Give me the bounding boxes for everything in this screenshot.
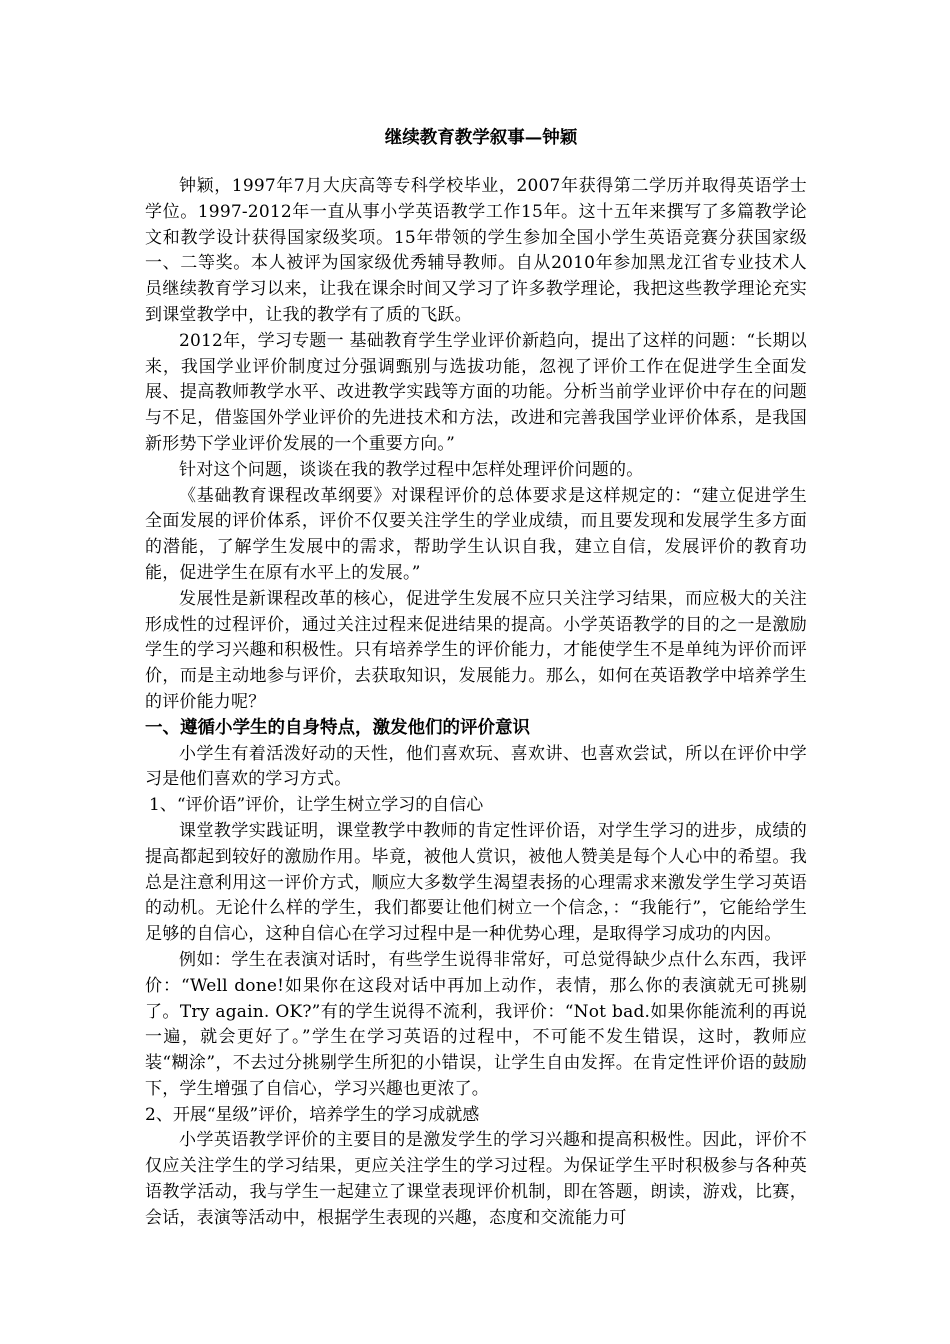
paragraph-1-1b: 例如：学生在表演对话时，有些学生说得非常好，可总觉得缺少点什么东西，我评价：“Well done!如果你在这段对话中再加上动作，表情，那么你的表演就无可挑剔了。Try again. OK?”有的学生说得不流利，我评价：“Not bad.如果你能流利的再说一遍，就会更好了。”学生在学习英语的过程中，不可能不发生错误，这时，教师应装“糊涂”，不去过分挑剔学生所犯的小错误，让学生自由发挥。在肯定性评价语的鼓励下，学生增强了自信心，学习兴趣也更浓了。 [145, 949, 807, 1099]
paragraph-intro: 钟颖，1997年7月大庆高等专科学校毕业，2007年获得第二学历并取得英语学士学位。1997-2012年一直从事小学英语教学工作15年。这十五年来撰写了多篇教学论文和教学设计获得国家级奖项。15年带领的学生参加全国小学生英语竞赛分获国家级一、二等奖。本人被评为国家级优秀辅导教师。自从2010年参加黑龙江省专业技术人员继续教育学习以来，让我在课余时间又学习了许多教学理论，我把这些教学理论充实到课堂教学中，让我的教学有了质的飞跃。 [145, 176, 807, 325]
subheading-1-1: 1、“评价语”评价，让学生树立学习的自信心 [149, 795, 484, 816]
paragraph-curriculum: 《基础教育课程改革纲要》对课程评价的总体要求是这样规定的：“建立促进学生全面发展的评价体系，评价不仅要关注学生的学业成绩，而且要发现和发展学生多方面的潜能，了解学生发展中的需求，帮助学生认识自我，建立自信，发展评价的教育功能，促进学生在原有水平上的发展。” [145, 485, 807, 583]
paragraph-section-1: 小学生有着活泼好动的天性，他们喜欢玩、喜欢讲、也喜欢尝试，所以在评价中学习是他们喜欢的学习方式。 [145, 743, 807, 790]
paragraph-topic: 2012年，学习专题一 基础教育学生学业评价新趋向，提出了这样的问题：“长期以来，我国学业评价制度过分强调甄别与选拔功能，忽视了评价工作在促进学生全面发展、提高教师教学水平、改进教学实践等方面的功能。分析当前学业评价中存在的问题与不足，借鉴国外学业评价的先进技术和方法，改进和完善我国学业评价体系，是我国新形势下学业评价发展的一个重要方向。” [145, 330, 807, 454]
paragraph-question: 针对这个问题，谈谈在我的教学过程中怎样处理评价问题的。 [179, 459, 644, 480]
paragraph-development: 发展性是新课程改革的核心，促进学生发展不应只关注学习结果，而应极大的关注形成性的过程评价，通过关注过程来促进结果的提高。小学英语教学的目的之一是激励学生的学习兴趣和积极性。只有培养学生的评价能力，才能使学生不是单纯为评价而评价，而是主动地参与评价，去获取知识，发展能力。那么，如何在英语教学中培养学生的评价能力呢？ [145, 588, 807, 712]
document-page [145, 124, 807, 1232]
subheading-1-2: 2、开展“星级”评价，培养学生的学习成就感 [145, 1104, 480, 1125]
section-heading-1: 一、遵循小学生的自身特点，激发他们的评价意识 [145, 717, 530, 738]
paragraph-1-1a: 课堂教学实践证明，课堂教学中教师的肯定性评价语，对学生学习的进步，成绩的提高都起到较好的激励作用。毕竟，被他人赏识，被他人赞美是每个人心中的希望。我总是注意利用这一评价方式，顺应大多数学生渴望表扬的心理需求来激发学生学习英语的动机。无论什么样的学生，我们都要让他们树立一个信念，：“我能行”，它能给学生足够的自信心，这种自信心在学习过程中是一种优势心理，是取得学习成功的内因。 [145, 820, 807, 945]
paragraph-1-2a: 小学英语教学评价的主要目的是激发学生的学习兴趣和提高积极性。因此，评价不仅应关注学生的学习结果，更应关注学生的学习过程。为保证学生平时积极参与各种英语教学活动，我与学生一起建立了课堂表现评价机制，即在答题，朗读，游戏，比赛，会话，表演等活动中，根据学生表现的兴趣，态度和交流能力可 [145, 1130, 807, 1228]
document-title: 继续教育教学叙事—钟颖 [384, 128, 578, 148]
